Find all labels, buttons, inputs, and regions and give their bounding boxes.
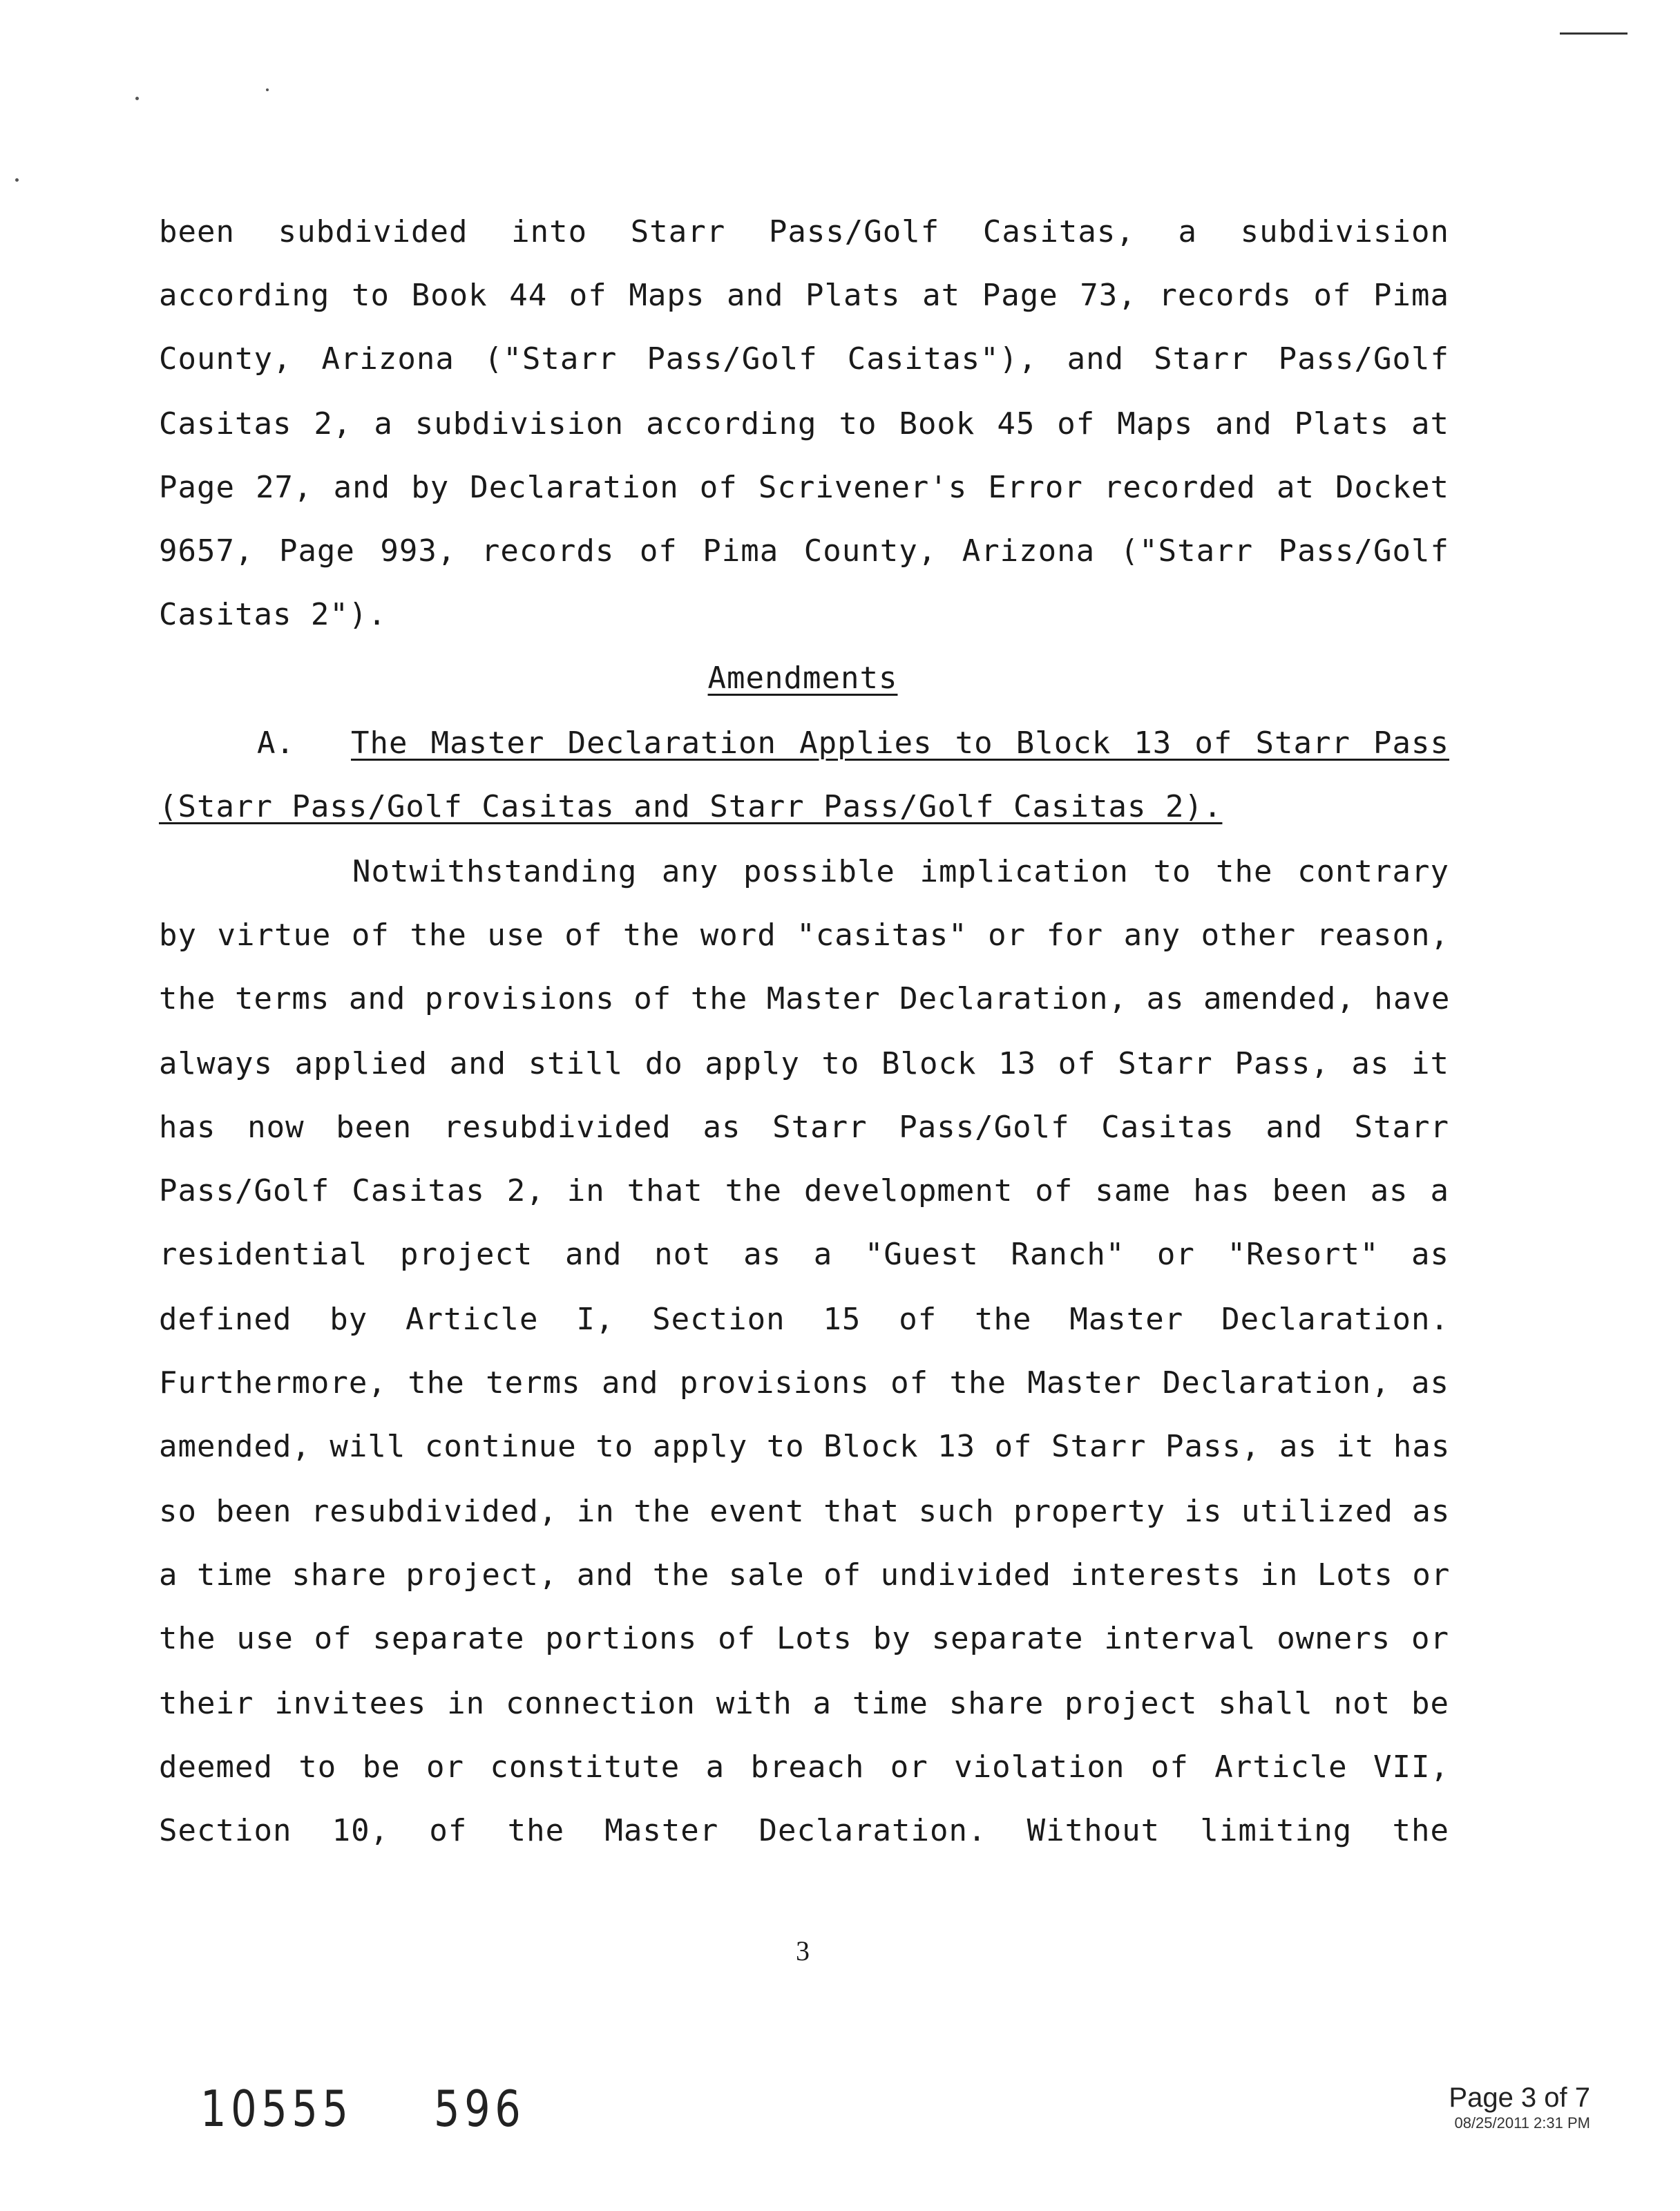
text-line: Casitas 2, a subdivision according to Book 45 of Maps and Plats at [159,406,1449,442]
paragraph-line: has now been resubdivided as Starr Pass/Golf Casitas and Starr [159,1110,1449,1145]
text-line: Casitas 2"). [159,597,387,632]
paragraph-line: a time share project, and the sale of undivided interests in Lots or [159,1557,1451,1593]
paragraph-line: Furthermore, the terms and provisions of the Master Declaration, as [159,1365,1449,1401]
paragraph-line: residential project and not as a "Guest Ranch" or "Resort" as [159,1237,1449,1272]
recorder-stamp [1449,2082,1590,2133]
text-line: been subdivided into Starr Pass/Golf Casitas, a subdivision [159,214,1449,249]
paragraph-line: the terms and provisions of the Master Declaration, as amended, have [159,981,1451,1016]
page-number: 3 [796,1935,810,1966]
paragraph-line: Notwithstanding any possible implication to the contrary [352,854,1449,889]
paragraph-line: defined by Article I, Section 15 of the Master Declaration. [159,1302,1449,1337]
subsection-title-text: (Starr Pass/Golf Casitas and Starr Pass/Golf Casitas 2). [159,789,1223,824]
paragraph-line: the use of separate portions of Lots by separate interval owners or [159,1621,1449,1656]
scan-speck [135,97,139,100]
text-line: according to Book 44 of Maps and Plats at Page 73, records of Pima [159,278,1449,313]
stamp-timestamp: 08/25/2011 2:31 PM [1454,2114,1590,2132]
scan-speck [15,178,19,182]
docket-number: 10555 [200,2080,353,2138]
paragraph-line: their invitees in connection with a time share project shall not be [159,1686,1449,1721]
docket-page: 596 [434,2080,526,2138]
text-line: 9657, Page 993, records of Pima County, Arizona ("Starr Pass/Golf [159,533,1449,569]
subsection-title-line-1 [351,723,1449,764]
paragraph-line: Pass/Golf Casitas 2, in that the development of same has been as a [159,1173,1449,1208]
top-right-rule [1560,32,1628,35]
paragraph-line: by virtue of the use of the word "casitas" or for any other reason, [159,918,1449,953]
paragraph-line: deemed to be or constitute a breach or violation of Article VII, [159,1749,1449,1785]
scan-speck [266,88,269,91]
stamp-page-label: Page 3 of 7 [1449,2082,1590,2113]
paragraph-line: always applied and still do apply to Block 13 of Starr Pass, as it [159,1046,1449,1081]
text-line: Page 27, and by Declaration of Scrivener's Error recorded at Docket [159,470,1449,505]
paragraph-line: Section 10, of the Master Declaration. Without limiting the [159,1813,1449,1848]
section-heading-text: Amendments [707,661,898,696]
paragraph-line: so been resubdivided, in the event that such property is utilized as [159,1494,1451,1529]
subsection-title-line-2 [159,786,1222,828]
subsection-letter: A. [257,725,295,761]
text-line: County, Arizona ("Starr Pass/Golf Casitas"), and Starr Pass/Golf [159,341,1449,377]
section-heading [0,658,1605,699]
subsection-title-text: The Master Declaration Applies to Block 13 of Starr Pass [351,725,1449,761]
paragraph-line: amended, will continue to apply to Block 13 of Starr Pass, as it has [159,1429,1451,1464]
